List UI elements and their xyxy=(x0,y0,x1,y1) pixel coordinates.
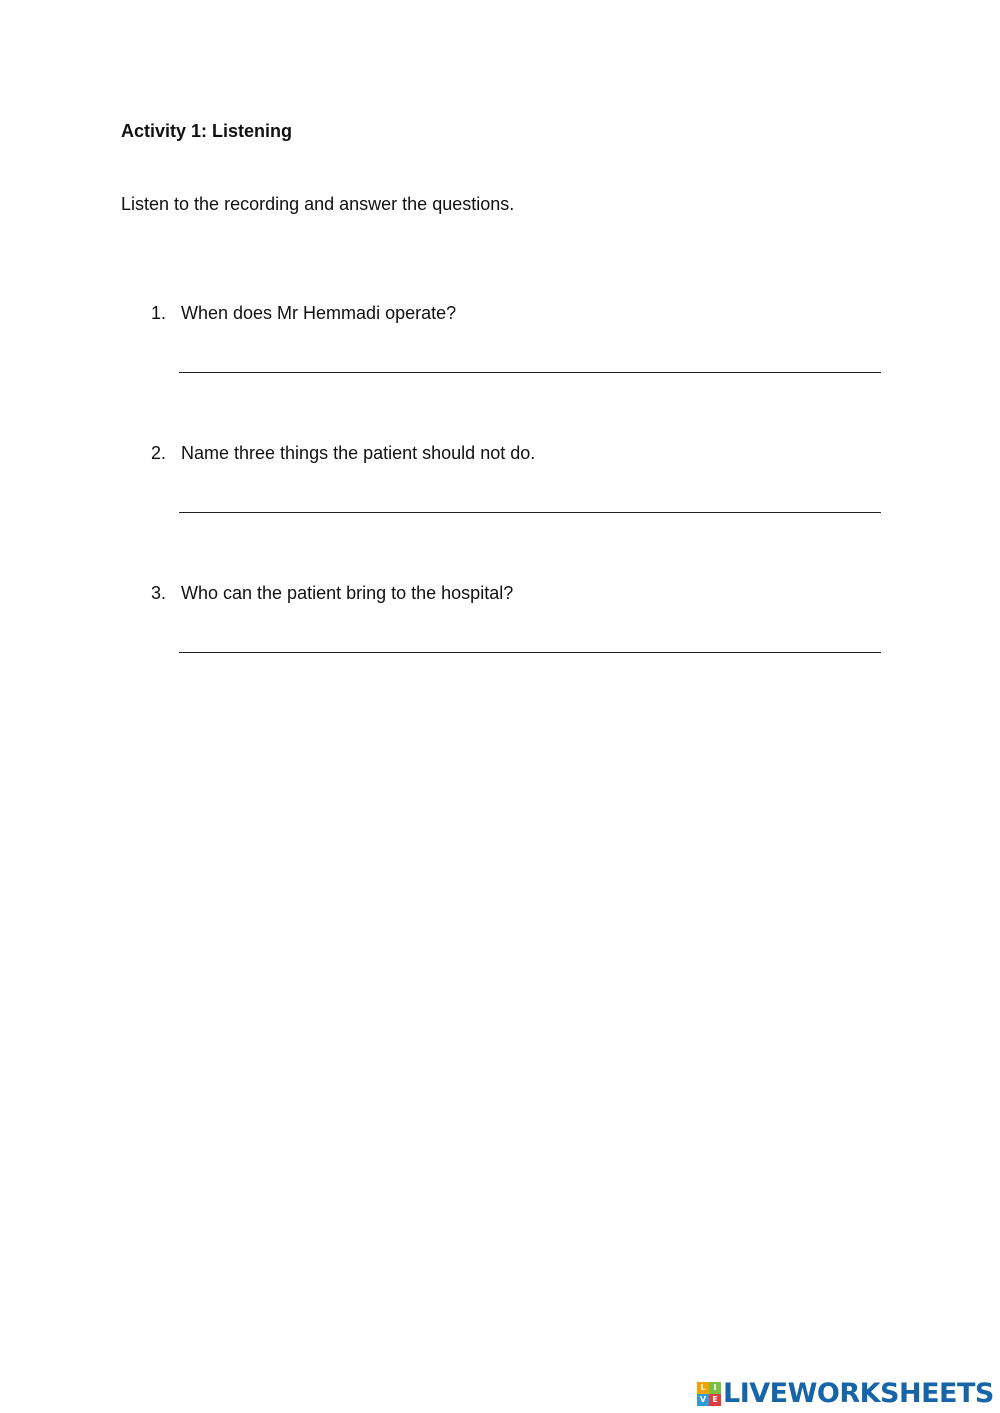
liveworksheets-logo-icon xyxy=(697,1382,721,1406)
activity-title: Activity 1: Listening xyxy=(121,121,293,141)
question-1 xyxy=(151,302,456,324)
question-2 xyxy=(151,442,535,464)
answer-line-1[interactable] xyxy=(179,372,881,373)
logo-square-icon: I xyxy=(709,1382,721,1394)
question-number: 3. xyxy=(151,583,167,603)
instructions-text: Listen to the recording and answer the questions. xyxy=(121,194,515,214)
question-text: When does Mr Hemmadi operate? xyxy=(181,303,457,323)
question-number: 1. xyxy=(151,303,167,323)
logo-square-icon: V xyxy=(697,1394,709,1406)
liveworksheets-logo xyxy=(697,1378,994,1410)
logo-square-icon: L xyxy=(697,1382,709,1394)
logo-wordmark: LIVEWORKSHEETS xyxy=(723,1378,994,1409)
logo-square-icon: E xyxy=(709,1394,721,1406)
question-text: Name three things the patient should not do. xyxy=(181,443,536,463)
answer-line-2[interactable] xyxy=(179,512,881,513)
question-number: 2. xyxy=(151,443,167,463)
question-3 xyxy=(151,582,513,604)
question-text: Who can the patient bring to the hospital? xyxy=(181,583,514,603)
answer-line-3[interactable] xyxy=(179,652,881,653)
